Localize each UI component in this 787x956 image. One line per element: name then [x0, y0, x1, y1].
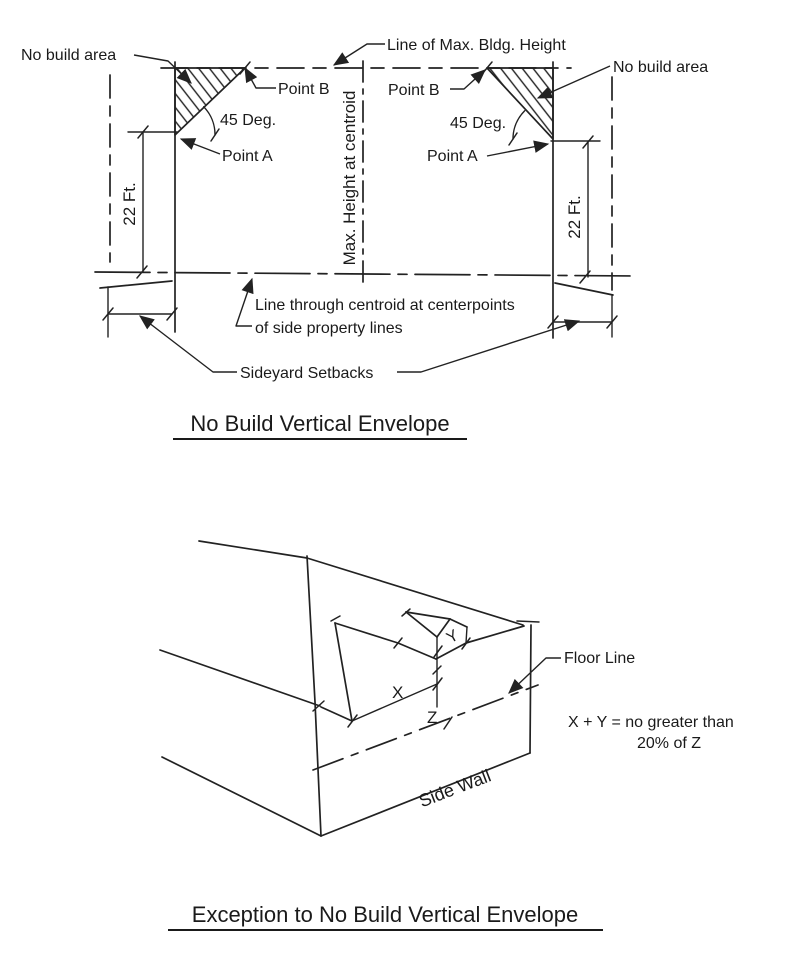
point-a-left-leader — [181, 139, 220, 154]
point-a-left-label: Point A — [222, 148, 273, 165]
left-dormer-top-edge — [335, 623, 398, 643]
figure2-title: Exception to No Build Vertical Envelope — [191, 902, 579, 927]
height-dim-left-label: 22 Ft. — [120, 182, 139, 226]
floor-line — [313, 685, 538, 770]
centroid-horizontal-line — [95, 272, 636, 276]
left-dormer-roof-edge — [398, 643, 436, 659]
sideyard-left-leader — [140, 316, 237, 372]
max-height-at-centroid-label: Max. Height at centroid — [340, 90, 359, 266]
no-build-area-right-label: No build area — [613, 59, 709, 76]
eave-connector — [321, 707, 352, 721]
ridge-corner-tick — [517, 621, 539, 622]
point-a-right-label: Point A — [427, 148, 478, 165]
rule-text-line1: X + Y = no greater than — [568, 714, 734, 731]
centroid-note-leader — [236, 279, 252, 326]
roof-ridge-line — [199, 541, 523, 625]
grade-line-left — [100, 281, 172, 288]
angle-right-label: 45 Deg. — [450, 115, 507, 132]
side-wall-label: Side Wall — [416, 765, 494, 812]
centroid-note-line1: Line through centroid at centerpoints — [255, 297, 515, 314]
x-dim-label: X — [392, 683, 404, 702]
left-corner-edge — [307, 556, 321, 836]
point-b-left-leader — [245, 68, 276, 88]
max-height-line-leader — [334, 44, 385, 65]
floor-line-label: Floor Line — [564, 650, 636, 667]
left-wall-bottom-edge — [162, 757, 321, 836]
floor-line-leader — [509, 658, 561, 693]
y-dim-label: Y — [443, 627, 462, 648]
height-dim-right-label: 22 Ft. — [565, 195, 584, 239]
point-a-right-leader — [487, 144, 548, 156]
point-b-right-label: Point B — [388, 82, 440, 99]
sideyard-setbacks-label: Sideyard Setbacks — [240, 365, 374, 382]
sideyard-right-leader — [397, 321, 579, 372]
no-build-envelope-figure — [21, 37, 708, 439]
z-dim-label: Z — [427, 708, 438, 727]
figure1-title: No Build Vertical Envelope — [190, 411, 450, 436]
side-wall-right-edge — [530, 625, 531, 753]
right-dormer — [406, 612, 467, 652]
angle-left-label: 45 Deg. — [220, 112, 277, 129]
line-of-max-bldg-height-label: Line of Max. Bldg. Height — [387, 37, 566, 54]
no-build-area-left-label: No build area — [21, 47, 117, 64]
point-b-left-label: Point B — [278, 81, 330, 98]
left-wall-eave — [160, 650, 320, 706]
exception-envelope-figure — [160, 541, 734, 930]
grade-line-right — [555, 283, 613, 295]
left-dormer-left-edge — [335, 623, 352, 721]
point-b-right-leader — [450, 70, 485, 89]
angle-arc-left — [204, 107, 215, 135]
centroid-note-line2: of side property lines — [255, 320, 403, 337]
angle-arc-right — [513, 111, 525, 139]
rule-text-line2: 20% of Z — [637, 735, 702, 752]
